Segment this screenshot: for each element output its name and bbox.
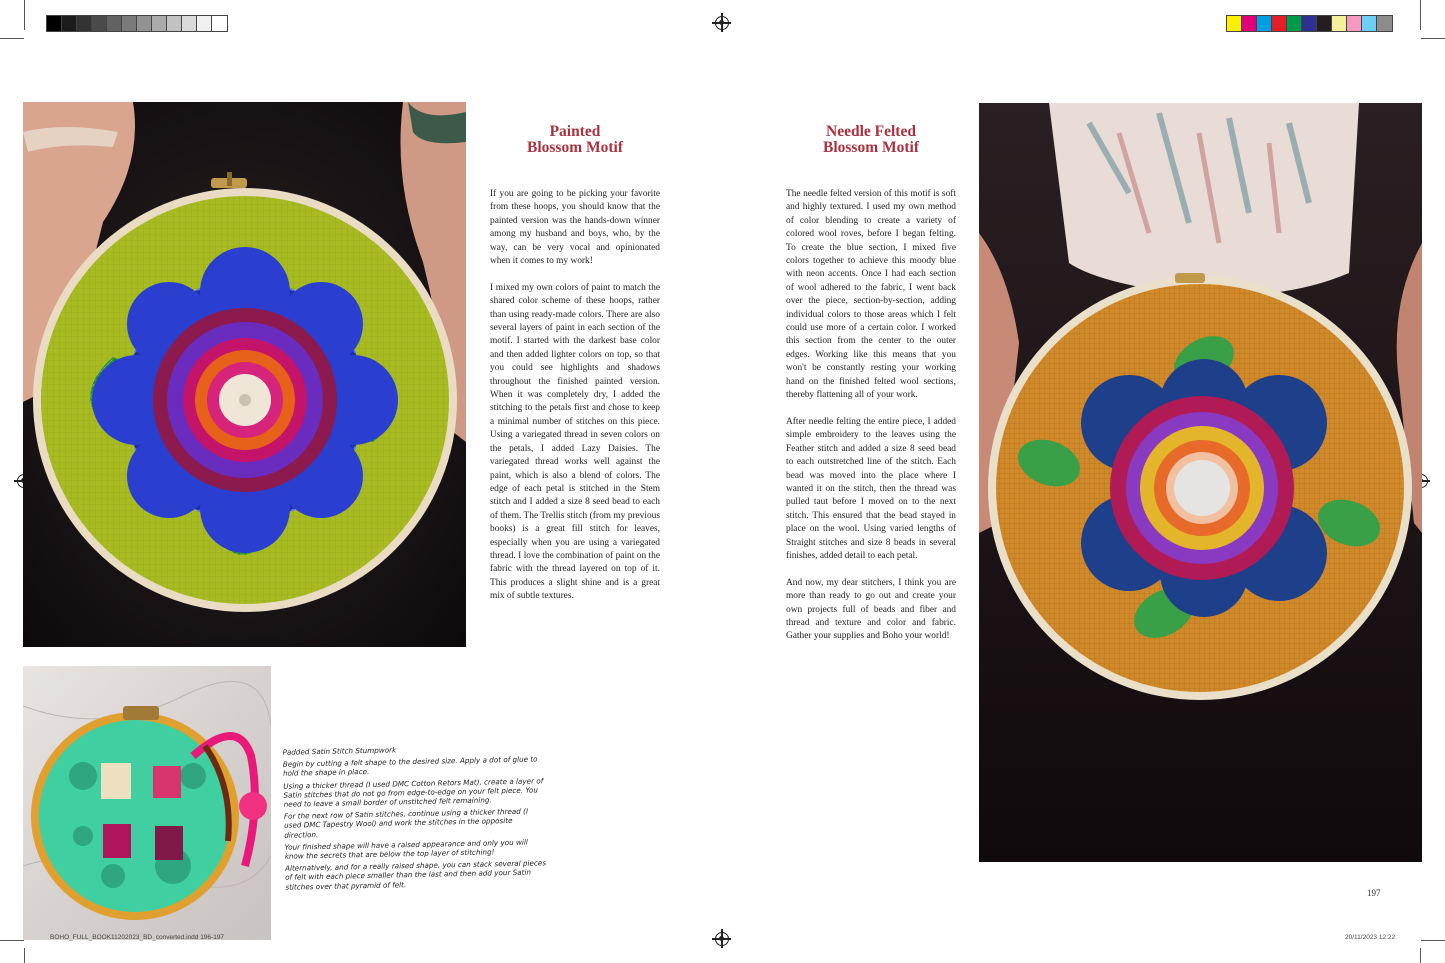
color-swatch — [137, 16, 152, 31]
painted-title-line1: Painted — [549, 123, 601, 140]
felted-title-line2: Blossom Motif — [822, 139, 919, 156]
felted-paragraph-3: And now, my dear stitchers, I think you are more than ready to go out and create your own projects full of beads and fiber and thread and texture and color and fabric. Gather your supplies and Boho your world! — [786, 577, 956, 642]
registration-mark-bottom — [715, 932, 729, 946]
color-swatch — [1317, 16, 1332, 31]
color-swatch — [167, 16, 182, 31]
color-swatch — [1302, 16, 1317, 31]
handwritten-stumpwork-note — [282, 742, 547, 894]
color-swatch — [182, 16, 197, 31]
color-swatch — [1227, 16, 1242, 31]
color-swatch — [47, 16, 62, 31]
color-swatch — [1272, 16, 1287, 31]
process-color-bar — [1226, 15, 1393, 32]
note-line: Your finished shape will have a raised appearance and only you will know the secrets that are below the top layer of stitching! — [284, 837, 528, 861]
crop-mark-br-h — [1421, 940, 1445, 941]
color-swatch — [1347, 16, 1362, 31]
note-line: For the next row of Satin stitches, continue using a thicker thread (I used DMC Tapestry Wool) and work the stitches in the opposite direction. — [283, 806, 529, 840]
crop-mark-tl-h — [0, 38, 24, 39]
registration-mark-top — [715, 16, 729, 30]
painted-paragraph-1: If you are going to be picking your favorite from these hoops, you should know that the painted version was the hands-down winner among my husband and boys, who, by the way, can be very vocal and opinionated when it comes to my work! — [490, 189, 660, 267]
note-line: Using a thicker thread (I used DMC Cotton Retors Mat), create a layer of Satin stitches that do not go from edge-to-edge on your felt piece. You need to leave a small border of unstitched felt remaining. — [283, 775, 544, 809]
crop-mark-bl-v — [24, 948, 25, 963]
color-swatch — [1377, 16, 1392, 31]
color-swatch — [92, 16, 107, 31]
felted-article-title — [786, 124, 956, 156]
color-swatch — [1332, 16, 1347, 31]
color-swatch — [1242, 16, 1257, 31]
crop-mark-tr-v — [1420, 0, 1421, 30]
note-line: Alternatively, and for a really raised shape, you can stack several pieces of felt with each piece smaller than the last and then add your Satin stitches over that pyramid of felt. — [284, 858, 547, 892]
crop-mark-tl-v — [24, 0, 25, 30]
slug-date: 20/11/2023 12:22 — [1345, 934, 1396, 941]
stumpwork-hoop-photo — [23, 666, 271, 940]
painted-article-title — [490, 124, 660, 156]
painted-hoop-photo — [23, 102, 466, 647]
felted-hoop-photo — [979, 103, 1422, 862]
painted-title-line2: Blossom Motif — [526, 139, 623, 156]
color-swatch — [152, 16, 167, 31]
color-swatch — [77, 16, 92, 31]
crop-mark-br-v — [1420, 948, 1421, 963]
crop-mark-bl-h — [0, 940, 24, 941]
felted-article-body — [786, 188, 956, 657]
felted-title-line1: Needle Felted — [826, 123, 916, 140]
color-swatch — [212, 16, 227, 31]
felted-paragraph-1: The needle felted version of this motif is soft and highly textured. I used my own method of color blending to create a variety of colored wool roves, before I began felting. To create the blue section, I mixed five colors together to achieve this moody blue with neon accents. Once I had each section of wool adhered to the fabric, I went back over the piece, section-by-section, adding individual colors to those areas which I felt could use more of a certain color. I worked this section from the center to the outer edges. Working like this means that you won't be constantly resting your working hand on the finished felted wool sections, thereby flattening all of your work. — [786, 189, 956, 401]
color-swatch — [122, 16, 137, 31]
color-swatch — [1362, 16, 1377, 31]
crop-mark-tr-h — [1421, 38, 1445, 39]
note-line: Begin by cutting a felt shape to the desired size. Apply a dot of glue to hold the shape in place. — [282, 754, 538, 779]
color-swatch — [107, 16, 122, 31]
color-swatch — [62, 16, 77, 31]
color-swatch — [1287, 16, 1302, 31]
felted-paragraph-2: After needle felting the entire piece, I added simple embroidery to the leaves using the Feather stitch and added a size 8 seed bead to each outstretched line of the stitch. Each bead was moved into the place where I wanted it on the stitch, then the thread was pulled taut before I moved on to the next stitch. This ensured that the bead stayed in place on the wool. Using varied lengths of Straight stitches and size 8 beads in several finishes, added detail to each petal. — [786, 416, 956, 561]
painted-article-body — [490, 188, 660, 617]
color-swatch — [1257, 16, 1272, 31]
slug-filename: BOHO_FULL_BOOK11202023_BD_converted.indd 196-197 — [50, 934, 225, 941]
page-number: 197 — [1367, 888, 1381, 898]
painted-paragraph-2: I mixed my own colors of paint to match the shared color scheme of these hoops, rather than using ready-made colors. There are also several layers of paint in each section of the motif. I started with the darkest base color and then added lighter colors on top, so that you could see highlights and shadows throughout the finished painted version. When it was completely dry, I added the stitching to the petals first and chose to keep a minimal number of stitches on this piece. Using a variegated thread in seven colors on the petals, I added Lazy Daisies. The variegated thread works well against the paint, which is also a blend of colors. The edge of each petal is stitched in the Stem stitch and I added a size 8 seed bead to each of them. The Trellis stitch (from my previous books) is a great fill stitch for leaves, especially when you are using a variegated thread. I love the combination of paint on the fabric with the thread layered on top of it. This produces a slight shine and is a great mix of subtle textures. — [490, 282, 660, 602]
grayscale-color-bar — [46, 15, 228, 32]
note-title: Padded Satin Stitch Stumpwork — [282, 745, 397, 757]
color-swatch — [197, 16, 212, 31]
